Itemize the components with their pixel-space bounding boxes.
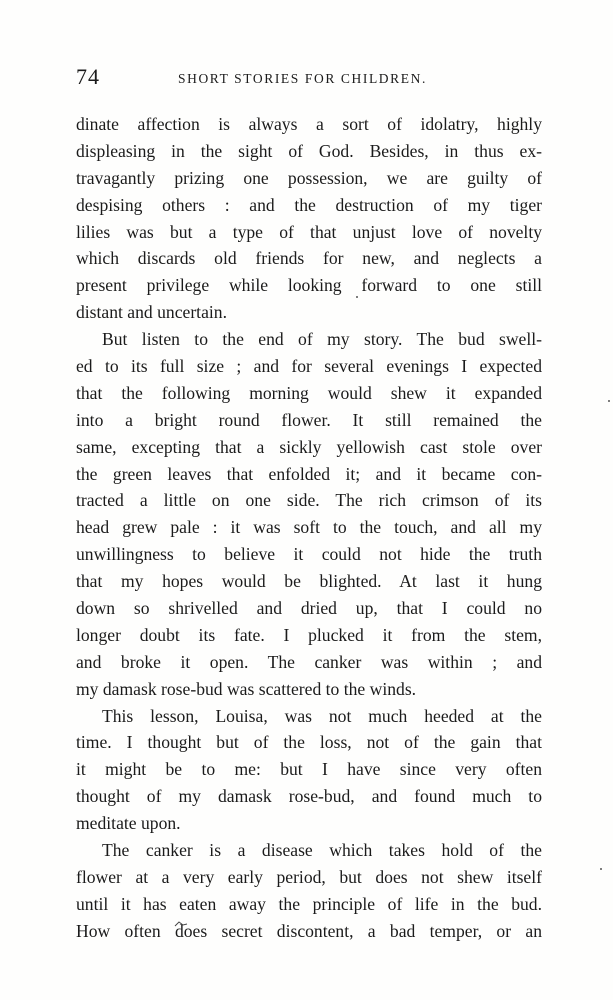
text-line: travagantly prizing one possession, we are guilty of <box>76 167 542 188</box>
text-line: that my hopes would be blighted. At last it hung <box>76 571 542 592</box>
body-text <box>76 111 542 945</box>
text-line: thought of my damask rose-bud, and found much to <box>76 786 542 807</box>
text-line: and broke it open. The canker was within ; and <box>76 651 542 672</box>
text-line: The canker is a disease which takes hold of the <box>102 840 542 861</box>
text-line: same, excepting that a sickly yellowish cast stole over <box>76 436 542 457</box>
text-line: distant and uncertain. <box>76 302 227 323</box>
text-line: tracted a little on one side. The rich crimson of its <box>76 490 542 511</box>
text-line: my damask rose-bud was scattered to the winds. <box>76 678 417 699</box>
text-line: the green leaves that enfolded it; and it became con- <box>76 463 542 484</box>
text-line: down so shrivelled and dried up, that I could no <box>76 598 542 619</box>
text-line: lilies was but a type of that unjust love of novelty <box>76 221 542 242</box>
paragraph <box>76 111 542 326</box>
text-line: present privilege while looking forward to one still <box>76 275 542 296</box>
text-line: unwillingness to believe it could not hide the truth <box>76 544 542 565</box>
text-line: until it has eaten away the principle of life in the bud. <box>76 893 542 914</box>
text-line: which discards old friends for new, and neglects a <box>76 248 542 269</box>
text-line: dinate affection is always a sort of idolatry, highly <box>76 114 542 134</box>
ink-speck <box>600 868 602 870</box>
paragraph <box>76 837 542 945</box>
text-line: it might be to me: but I have since very often <box>76 759 542 780</box>
text-line: ed to its full size ; and for several evenings I expected <box>76 356 542 377</box>
text-line: longer doubt its fate. I plucked it from the stem, <box>76 624 542 645</box>
running-title: SHORT STORIES FOR CHILDREN. <box>178 71 427 86</box>
page-number: 74 <box>76 64 100 89</box>
text-line: that the following morning would shew it expanded <box>76 382 542 403</box>
text-line: How often does secret discontent, a bad temper, or an <box>76 920 542 941</box>
text-line: head grew pale : it was soft to the touch, and all my <box>76 517 542 538</box>
text-line: time. I thought but of the loss, not of the gain that <box>76 732 542 753</box>
text-line: into a bright round flower. It still remained the <box>76 409 542 430</box>
text-line: despising others : and the destruction of my tiger <box>76 194 542 215</box>
paragraph <box>76 703 542 837</box>
text-line: This lesson, Louisa, was not much heeded at the <box>102 705 542 726</box>
text-line: flower at a very early period, but does not shew itself <box>76 866 542 887</box>
ink-speck <box>608 400 610 402</box>
text-line: meditate upon. <box>76 813 181 834</box>
text-line: displeasing in the sight of God. Besides, in thus ex- <box>76 140 542 161</box>
ink-mark <box>174 920 188 928</box>
paragraph <box>76 326 542 702</box>
page-header <box>76 64 546 94</box>
ink-speck <box>356 296 358 298</box>
text-line: But listen to the end of my story. The bud swell- <box>102 329 542 350</box>
